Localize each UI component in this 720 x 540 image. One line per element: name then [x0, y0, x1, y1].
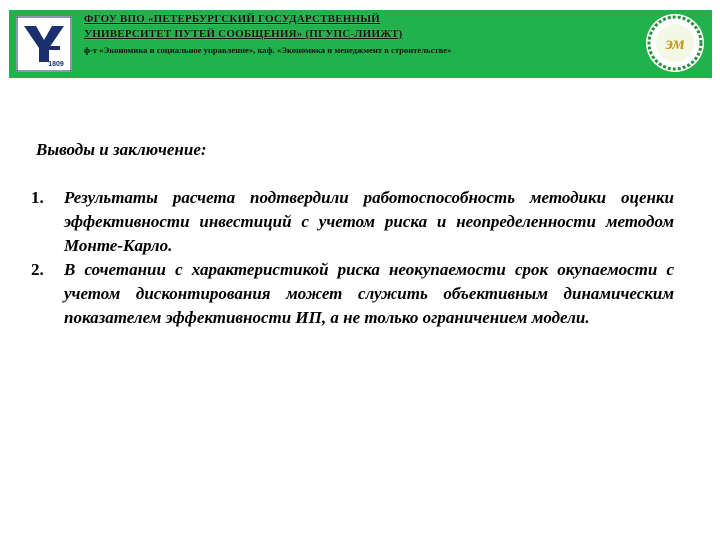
org-name-line-2: УНИВЕРСИТЕТ ПУТЕЙ СООБЩЕНИЯ» (ПГУПС-ЛИИЖТ): [84, 28, 403, 40]
university-emblem-icon: [16, 16, 72, 72]
org-name-line-1: ФГОУ ВПО «ПЕТЕРБУРГСКИЙ ГОСУДАРСТВЕННЫЙ: [84, 13, 380, 25]
list-item-number: 2.: [31, 260, 44, 279]
list-item: [31, 258, 674, 330]
emblem-caption: 1809: [48, 61, 64, 68]
emblem-wordmark: эм: [665, 33, 685, 53]
faculty-emblem-icon: [645, 12, 705, 74]
section-heading: Выводы и заключение:: [36, 140, 207, 159]
list-item-text: Результаты расчета подтвердили работоспособность методики оценки эффективности инвестиций с учетом риска и неопределенности методом Монте-Карло.: [64, 188, 674, 255]
conclusions-list: [31, 186, 674, 330]
header-text: [84, 12, 644, 56]
faculty-line: ф-т «Экономика и социальное управление», каф. «Экономика и менеджмент в строительстве»: [84, 45, 452, 55]
list-item: [31, 186, 674, 258]
list-item-text: В сочетании с характеристикой риска неокупаемости срок окупаемости с учетом дисконтирования может служить объективным динамическим показателем эффективности ИП, а не только ограничением модели.: [64, 260, 674, 327]
list-item-number: 1.: [31, 188, 44, 207]
